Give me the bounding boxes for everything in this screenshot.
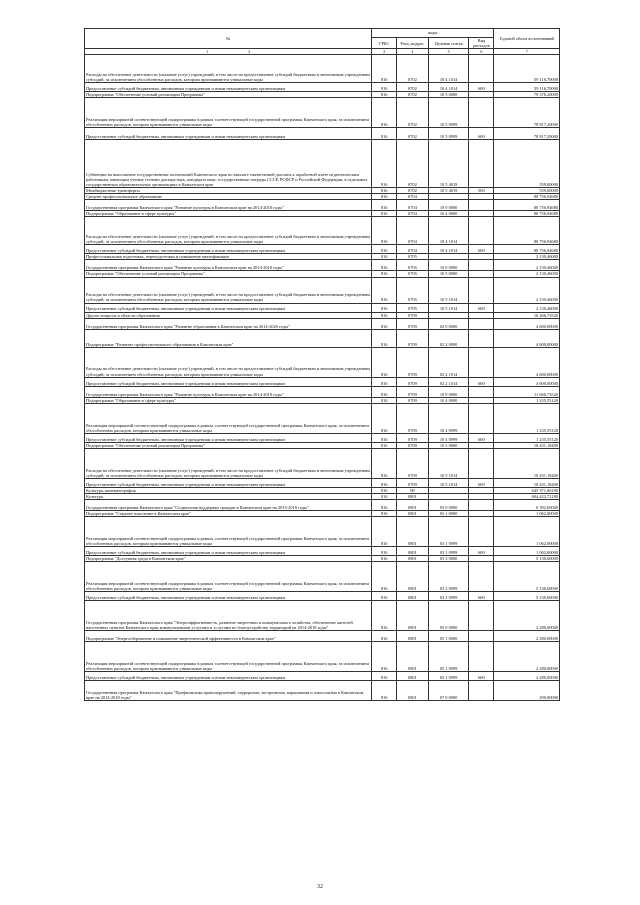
row-section: 0801	[397, 493, 429, 499]
row-amount: 78 817,20000	[494, 128, 560, 140]
row-amount: 1 235,55120	[494, 403, 560, 433]
row-target-article: 02 2 1014	[428, 347, 469, 377]
row-amount: 4 600,00000	[494, 318, 560, 329]
row-section: 0702	[397, 140, 429, 188]
row-amount: 1 062,00000	[494, 546, 560, 555]
row-expense-type	[469, 200, 494, 211]
row-expense-type: 600	[469, 546, 494, 555]
row-amount: 6 392,60000	[494, 499, 560, 510]
row-grbs: 816	[372, 217, 397, 245]
row-section: 0709	[397, 318, 429, 329]
row-target-article: 02 2 1014	[428, 377, 469, 386]
row-section: 0702	[397, 83, 429, 92]
row-expense-type: 600	[469, 591, 494, 600]
row-name: Реализация мероприятий соответствующей подпрограммы в рамках соответствующей государственной программы Камчатского края, за исключением обособленных расходов, которым присваиваются уникальные коды	[85, 561, 372, 591]
row-amount: 2 280,00000	[494, 630, 560, 641]
row-section: 0705	[397, 260, 429, 271]
row-grbs: 816	[372, 591, 397, 600]
row-expense-type: 600	[469, 377, 494, 386]
row-section: 0705	[397, 254, 429, 260]
row-name: Государственная программа Камчатского края "Развитие образования в Камчатском крае на 2014-2020 годы"	[85, 318, 372, 329]
table-row	[85, 591, 560, 600]
row-target-article: 10 4 1014	[428, 55, 469, 83]
row-grbs: 816	[372, 510, 397, 516]
row-target-article: 05 0 0000	[428, 600, 469, 630]
row-amount: 2 130,46000	[494, 254, 560, 260]
page-number: 32	[317, 884, 323, 890]
row-amount: 78 817,20000	[494, 98, 560, 128]
row-section: 0704	[397, 194, 429, 200]
row-amount: 80 756,94680	[494, 245, 560, 254]
row-grbs: 816	[372, 516, 397, 546]
row-section: 0702	[397, 98, 429, 128]
table-row	[85, 140, 560, 188]
row-amount: 2 280,00000	[494, 600, 560, 630]
row-section: 0801	[397, 591, 429, 600]
row-name: Государственная программа Камчатского края "Развитие культуры в Камчатском крае на 2014-2018 годы"	[85, 200, 372, 211]
row-grbs: 816	[372, 200, 397, 211]
row-name: Расходы на обеспечение деятельности (оказание услуг) учреждений, в том числе на предоставление субсидий бюджетным и автономным учреждениям субсидий, за исключением обособленных расходов, которым присваиваются уникальные коды	[85, 55, 372, 83]
row-amount: 604 422,72180	[494, 493, 560, 499]
row-grbs: 816	[372, 555, 397, 561]
row-target-article: 03 3 0999	[428, 591, 469, 600]
row-amount: 79 376,20000	[494, 92, 560, 98]
row-name: Реализация мероприятий соответствующей подпрограммы в рамках соответствующей государственной программы Камчатского края, за исключением обособленных расходов, которым присваиваются уникальные коды	[85, 98, 372, 128]
table-row	[85, 671, 560, 680]
row-name: Другие вопросы в области образования	[85, 312, 372, 318]
column-index: 3	[372, 49, 397, 55]
row-name: Предоставление субсидий бюджетным, автономным учреждениям и иным некоммерческим организациям	[85, 245, 372, 254]
row-amount: 2 280,00000	[494, 641, 560, 671]
row-section: 0709	[397, 329, 429, 347]
row-grbs: 816	[372, 630, 397, 641]
row-target-article: 07 0 0000	[428, 680, 469, 700]
row-target-article: 10 4 0000	[428, 397, 469, 403]
row-amount: 59 116,70000	[494, 55, 560, 83]
table-row	[85, 83, 560, 92]
row-expense-type	[469, 600, 494, 630]
row-target-article: 10 5 4019	[428, 188, 469, 194]
row-grbs: 816	[372, 546, 397, 555]
row-expense-type	[469, 277, 494, 303]
row-name: Предоставление субсидий бюджетным, автономным учреждениям и иным некоммерческим организациям	[85, 128, 372, 140]
table-row	[85, 217, 560, 245]
row-target-article: 10 0 0000	[428, 386, 469, 397]
row-grbs: 816	[372, 561, 397, 591]
row-section: 0702	[397, 55, 429, 83]
row-name: Реализация мероприятий соответствующей подпрограммы в рамках соответствующей государственной программы Камчатского края, за исключением обособленных расходов, которым присваиваются уникальные коды	[85, 516, 372, 546]
row-name: Субвенции на выполнение государственных полномочий Камчатского края по выплате ежемесячной доплаты к заработной плате педагогическим работникам, имеющим ученые степени доктора наук, кандидата наук, государственные награды СССР, РСФСР и Российской Федерации, в отдельных государственных образовательных организациях в Камчатском крае	[85, 140, 372, 188]
row-grbs: 816	[372, 271, 397, 277]
row-grbs: 816	[372, 377, 397, 386]
row-expense-type	[469, 347, 494, 377]
row-amount: 1 062,00000	[494, 516, 560, 546]
header-target-article: Целевая статья	[428, 38, 469, 49]
row-section: 0705	[397, 277, 429, 303]
row-expense-type: 600	[469, 245, 494, 254]
row-name: Подпрограмма "Старшее поколение в Камчатском крае"	[85, 510, 372, 516]
row-target-article: 02 0 0000	[428, 318, 469, 329]
row-section: 0702	[397, 92, 429, 98]
row-grbs: 816	[372, 487, 397, 493]
row-amount: 1 235,55120	[494, 397, 560, 403]
row-target-article: 10 5 0000	[428, 92, 469, 98]
row-amount: 11 666,73520	[494, 386, 560, 397]
row-target-article: 10 5 0000	[428, 442, 469, 448]
row-name: Государственная программа Камчатского края "Энергоэффективность, развитие энергетики и коммунального хозяйства, обеспечение жителей населенных пунктов Камчатского края коммунальными услугами и услугами по благоустройству территорий на 2014-2018 годы"	[85, 600, 372, 630]
row-amount: 80 756,94680	[494, 211, 560, 217]
row-grbs: 816	[372, 194, 397, 200]
table-row	[85, 200, 560, 211]
table-row	[85, 347, 560, 377]
row-name: Подпрограмма "Энергосбережение и повышение энергетической эффективности в Камчатском крае"	[85, 630, 372, 641]
row-amount: 80 756,94680	[494, 217, 560, 245]
row-target-article: 10 5 0000	[428, 271, 469, 277]
row-name: Предоставление субсидий бюджетным, автономным учреждениям и иным некоммерческим организациям	[85, 478, 372, 487]
table-row	[85, 680, 560, 700]
row-amount: 559,00000	[494, 140, 560, 188]
row-section: 0801	[397, 561, 429, 591]
row-name: Государственная программа Камчатского края "Развитие культуры в Камчатском крае на 2014-2018 годы"	[85, 260, 372, 271]
row-section: 0801	[397, 630, 429, 641]
row-name: Культура	[85, 493, 372, 499]
row-grbs: 816	[372, 92, 397, 98]
row-amount: 1 062,00000	[494, 510, 560, 516]
row-target-article: 03 3 0000	[428, 555, 469, 561]
row-section: 0709	[397, 386, 429, 397]
row-target-article: 10 5 4019	[428, 140, 469, 188]
table-row	[85, 260, 560, 271]
row-expense-type	[469, 140, 494, 188]
row-grbs: 816	[372, 98, 397, 128]
row-target-article: 02 2 0000	[428, 329, 469, 347]
table-row	[85, 386, 560, 397]
row-amount: 290,00000	[494, 680, 560, 700]
row-name: Предоставление субсидий бюджетным, автономным учреждениям и иным некоммерческим организациям	[85, 433, 372, 442]
row-amount: 10 431,18400	[494, 442, 560, 448]
row-section: 08	[397, 487, 429, 493]
row-amount: 2 130,46000	[494, 303, 560, 312]
row-name: Государственная программа Камчатского края "Профилактика правонарушений, терроризма, экстремизма, наркомании и алкоголизма в Камчатском крае на 2014-2018 годы"	[85, 680, 372, 700]
row-section: 0801	[397, 671, 429, 680]
row-section: 0709	[397, 433, 429, 442]
row-amount: 10 431,18400	[494, 478, 560, 487]
row-grbs: 816	[372, 318, 397, 329]
row-expense-type	[469, 641, 494, 671]
table-row	[85, 318, 560, 329]
row-section: 0704	[397, 217, 429, 245]
row-target-article: 10 4 0000	[428, 211, 469, 217]
table-row	[85, 433, 560, 442]
table-row	[85, 403, 560, 433]
row-name: Предоставление субсидий бюджетным, автономным учреждениям и иным некоммерческим организациям	[85, 546, 372, 555]
table-header	[85, 29, 560, 55]
row-section: 0704	[397, 211, 429, 217]
row-amount: 5 130,60000	[494, 561, 560, 591]
row-target-article: 03 3 0999	[428, 561, 469, 591]
row-grbs: 816	[372, 188, 397, 194]
row-grbs: 816	[372, 55, 397, 83]
row-section: 0709	[397, 478, 429, 487]
header-amount: Годовой объем ассигнований	[494, 29, 560, 49]
row-name: Расходы на обеспечение деятельности (оказание услуг) учреждений, в том числе на предоставление субсидий бюджетным и автономным учреждениям субсидий, за исключением обособленных расходов, которым присваиваются уникальные коды	[85, 347, 372, 377]
row-amount: 2 130,46000	[494, 277, 560, 303]
table-row	[85, 600, 560, 630]
row-target-article: 10 5 1014	[428, 478, 469, 487]
row-target-article: 10 5 1014	[428, 303, 469, 312]
row-target-article: 03 1 0999	[428, 546, 469, 555]
row-grbs: 816	[372, 245, 397, 254]
row-section: 0801	[397, 510, 429, 516]
row-name: Подпрограмма "Образование в сфере культуры"	[85, 211, 372, 217]
table-row	[85, 377, 560, 386]
row-section: 0704	[397, 245, 429, 254]
row-amount: 5 130,60000	[494, 555, 560, 561]
table-row	[85, 55, 560, 83]
row-expense-type	[469, 386, 494, 397]
row-name: Межбюджетные трансферты	[85, 188, 372, 194]
table-row	[85, 516, 560, 546]
row-name: Подпрограмма "Доступная среда в Камчатском крае"	[85, 555, 372, 561]
row-target-article: 10 4 0999	[428, 403, 469, 433]
header-number: №	[85, 29, 372, 49]
row-expense-type: 600	[469, 303, 494, 312]
row-target-article: 03 1 0999	[428, 516, 469, 546]
row-grbs: 816	[372, 83, 397, 92]
row-name: Расходы на обеспечение деятельности (оказание услуг) учреждений, в том числе на предоставление субсидий бюджетным и автономным учреждениям субсидий, за исключением обособленных расходов, которым присваиваются уникальные коды	[85, 448, 372, 478]
row-amount: 5 130,60000	[494, 591, 560, 600]
row-target-article: 10 0 0000	[428, 200, 469, 211]
header-grbs: ГРБС	[372, 38, 397, 49]
row-section: 0709	[397, 442, 429, 448]
column-index: 4	[397, 49, 429, 55]
row-section: 0704	[397, 200, 429, 211]
row-amount: 4 600,00000	[494, 377, 560, 386]
row-expense-type	[469, 55, 494, 83]
row-expense-type	[469, 516, 494, 546]
row-amount: 4 600,00000	[494, 347, 560, 377]
row-name: Предоставление субсидий бюджетным, автономным учреждениям и иным некоммерческим организациям	[85, 83, 372, 92]
row-section: 0801	[397, 641, 429, 671]
table-row	[85, 245, 560, 254]
table-row	[85, 128, 560, 140]
row-grbs: 816	[372, 211, 397, 217]
row-expense-type	[469, 329, 494, 347]
row-amount: 80 756,94680	[494, 194, 560, 200]
row-name: Предоставление субсидий бюджетным, автономным учреждениям и иным некоммерческим организациям	[85, 303, 372, 312]
row-section: 0801	[397, 600, 429, 630]
row-target-article: 10 5 0999	[428, 128, 469, 140]
row-name: Государственная программа Камчатского края "Социальная поддержка граждан в Камчатском крае на 2015-2018 годы"	[85, 499, 372, 510]
table-row	[85, 630, 560, 641]
row-expense-type: 600	[469, 128, 494, 140]
row-section: 0709	[397, 448, 429, 478]
row-section: 0709	[397, 397, 429, 403]
row-target-article: 10 4 1014	[428, 217, 469, 245]
row-amount: 559,00000	[494, 188, 560, 194]
row-section: 0801	[397, 680, 429, 700]
row-amount: 2 130,46000	[494, 271, 560, 277]
row-name: Государственная программа Камчатского края "Развитие культуры в Камчатском крае на 2014-2018 годы"	[85, 386, 372, 397]
row-expense-type	[469, 98, 494, 128]
row-section: 0709	[397, 403, 429, 433]
row-grbs: 816	[372, 671, 397, 680]
row-grbs: 816	[372, 329, 397, 347]
row-target-article: 10 0 0000	[428, 260, 469, 271]
table-row	[85, 329, 560, 347]
row-grbs: 816	[372, 303, 397, 312]
row-amount: 4 600,00000	[494, 329, 560, 347]
row-section: 0801	[397, 499, 429, 510]
column-index: 1 2	[85, 49, 372, 55]
row-amount: 10 431,18400	[494, 448, 560, 478]
row-amount: 59 116,70000	[494, 83, 560, 92]
table-row	[85, 546, 560, 555]
table-row	[85, 561, 560, 591]
row-section: 0709	[397, 312, 429, 318]
row-name: Подпрограмма "Обеспечение условий реализации Программы"	[85, 271, 372, 277]
row-section: 0801	[397, 516, 429, 546]
row-section: 0709	[397, 347, 429, 377]
row-amount: 645 371,06180	[494, 487, 560, 493]
row-grbs: 816	[372, 386, 397, 397]
row-name: Культура, кинематография	[85, 487, 372, 493]
row-name: Среднее профессиональное образование	[85, 194, 372, 200]
row-name: Реализация мероприятий соответствующей подпрограммы в рамках соответствующей государственной программы Камчатского края, за исключением обособленных расходов, которым присваиваются уникальные коды	[85, 641, 372, 671]
row-section: 0801	[397, 555, 429, 561]
row-amount: 1 235,55120	[494, 433, 560, 442]
row-name: Подпрограмма "Образование в сфере культуры"	[85, 397, 372, 403]
row-name: Предоставление субсидий бюджетным, автономным учреждениям и иным некоммерческим организациям	[85, 591, 372, 600]
row-target-article: 03 1 0000	[428, 510, 469, 516]
table-row	[85, 499, 560, 510]
row-target-article: 05 1 0999	[428, 641, 469, 671]
row-expense-type	[469, 403, 494, 433]
row-grbs: 816	[372, 433, 397, 442]
row-grbs: 816	[372, 641, 397, 671]
row-target-article: 10 5 0999	[428, 98, 469, 128]
row-name: Подпрограмма "Развитие профессионального образования в Камчатском крае"	[85, 329, 372, 347]
row-section: 0801	[397, 546, 429, 555]
row-amount: 80 756,94680	[494, 200, 560, 211]
row-expense-type	[469, 499, 494, 510]
row-grbs: 816	[372, 347, 397, 377]
row-amount: 2 280,00000	[494, 671, 560, 680]
header-codes: коды	[372, 29, 494, 38]
table-row	[85, 98, 560, 128]
row-section: 0709	[397, 377, 429, 386]
row-name: Расходы на обеспечение деятельности (оказание услуг) учреждений, в том числе на предоставление субсидий бюджетным и автономным учреждениям субсидий, за исключением обособленных расходов, которым присваиваются уникальные коды	[85, 277, 372, 303]
row-amount: 2 130,46000	[494, 260, 560, 271]
row-target-article: 03 0 0000	[428, 499, 469, 510]
column-index: 7	[494, 49, 560, 55]
row-expense-type: 600	[469, 433, 494, 442]
row-expense-type: 600	[469, 83, 494, 92]
row-section: 0705	[397, 303, 429, 312]
table-body	[85, 55, 560, 701]
row-expense-type	[469, 217, 494, 245]
table-row	[85, 641, 560, 671]
row-name: Расходы на обеспечение деятельности (оказание услуг) учреждений, в том числе на предоставление субсидий бюджетным и автономным учреждениям субсидий, за исключением обособленных расходов, которым присваиваются уникальные коды	[85, 217, 372, 245]
row-section: 0702	[397, 128, 429, 140]
column-index: 6	[469, 49, 494, 55]
row-name: Предоставление субсидий бюджетным, автономным учреждениям и иным некоммерческим организациям	[85, 377, 372, 386]
row-target-article: 05 1 0999	[428, 671, 469, 680]
row-grbs: 816	[372, 128, 397, 140]
row-grbs: 816	[372, 493, 397, 499]
row-expense-type	[469, 630, 494, 641]
row-target-article: 10 5 1014	[428, 448, 469, 478]
row-expense-type: 600	[469, 671, 494, 680]
row-grbs: 816	[372, 680, 397, 700]
row-expense-type	[469, 561, 494, 591]
row-grbs: 816	[372, 260, 397, 271]
row-name: Подпрограмма "Обеспечение условий реализации Программы"	[85, 442, 372, 448]
row-grbs: 816	[372, 254, 397, 260]
row-grbs: 816	[372, 277, 397, 303]
column-index: 5	[428, 49, 469, 55]
row-target-article: 10 4 1014	[428, 245, 469, 254]
row-name: Предоставление субсидий бюджетным, автономным учреждениям и иным некоммерческим организациям	[85, 671, 372, 680]
row-grbs: 816	[372, 448, 397, 478]
row-expense-type	[469, 448, 494, 478]
row-expense-type	[469, 318, 494, 329]
row-grbs: 816	[372, 478, 397, 487]
row-grbs: 816	[372, 312, 397, 318]
row-expense-type: 600	[469, 478, 494, 487]
row-target-article: 05 1 0000	[428, 630, 469, 641]
row-grbs: 816	[372, 442, 397, 448]
row-grbs: 816	[372, 499, 397, 510]
row-expense-type	[469, 260, 494, 271]
row-name: Профессиональная подготовка, переподготовка и повышение квалификации	[85, 254, 372, 260]
table-row	[85, 448, 560, 478]
row-expense-type	[469, 680, 494, 700]
table-row	[85, 478, 560, 487]
row-expense-type: 500	[469, 188, 494, 194]
row-grbs: 816	[372, 397, 397, 403]
header-expense-type: Вид расходов	[469, 38, 494, 49]
row-grbs: 816	[372, 140, 397, 188]
row-grbs: 816	[372, 600, 397, 630]
row-target-article: 10 4 1014	[428, 83, 469, 92]
row-name: Реализация мероприятий соответствующей подпрограммы в рамках соответствующей государственной программы Камчатского края, за исключением обособленных расходов, которым присваиваются уникальные коды	[85, 403, 372, 433]
header-section: Разд.,подраз.	[397, 38, 429, 49]
row-target-article: 10 5 1014	[428, 277, 469, 303]
row-target-article: 10 4 0999	[428, 433, 469, 442]
table-row	[85, 277, 560, 303]
row-name: Подпрограмма "Обеспечение условий реализации Программы"	[85, 92, 372, 98]
row-amount: 16 266,73520	[494, 312, 560, 318]
budget-table	[84, 28, 560, 701]
table-row	[85, 303, 560, 312]
row-grbs: 816	[372, 403, 397, 433]
row-section: 0702	[397, 188, 429, 194]
row-section: 0705	[397, 271, 429, 277]
